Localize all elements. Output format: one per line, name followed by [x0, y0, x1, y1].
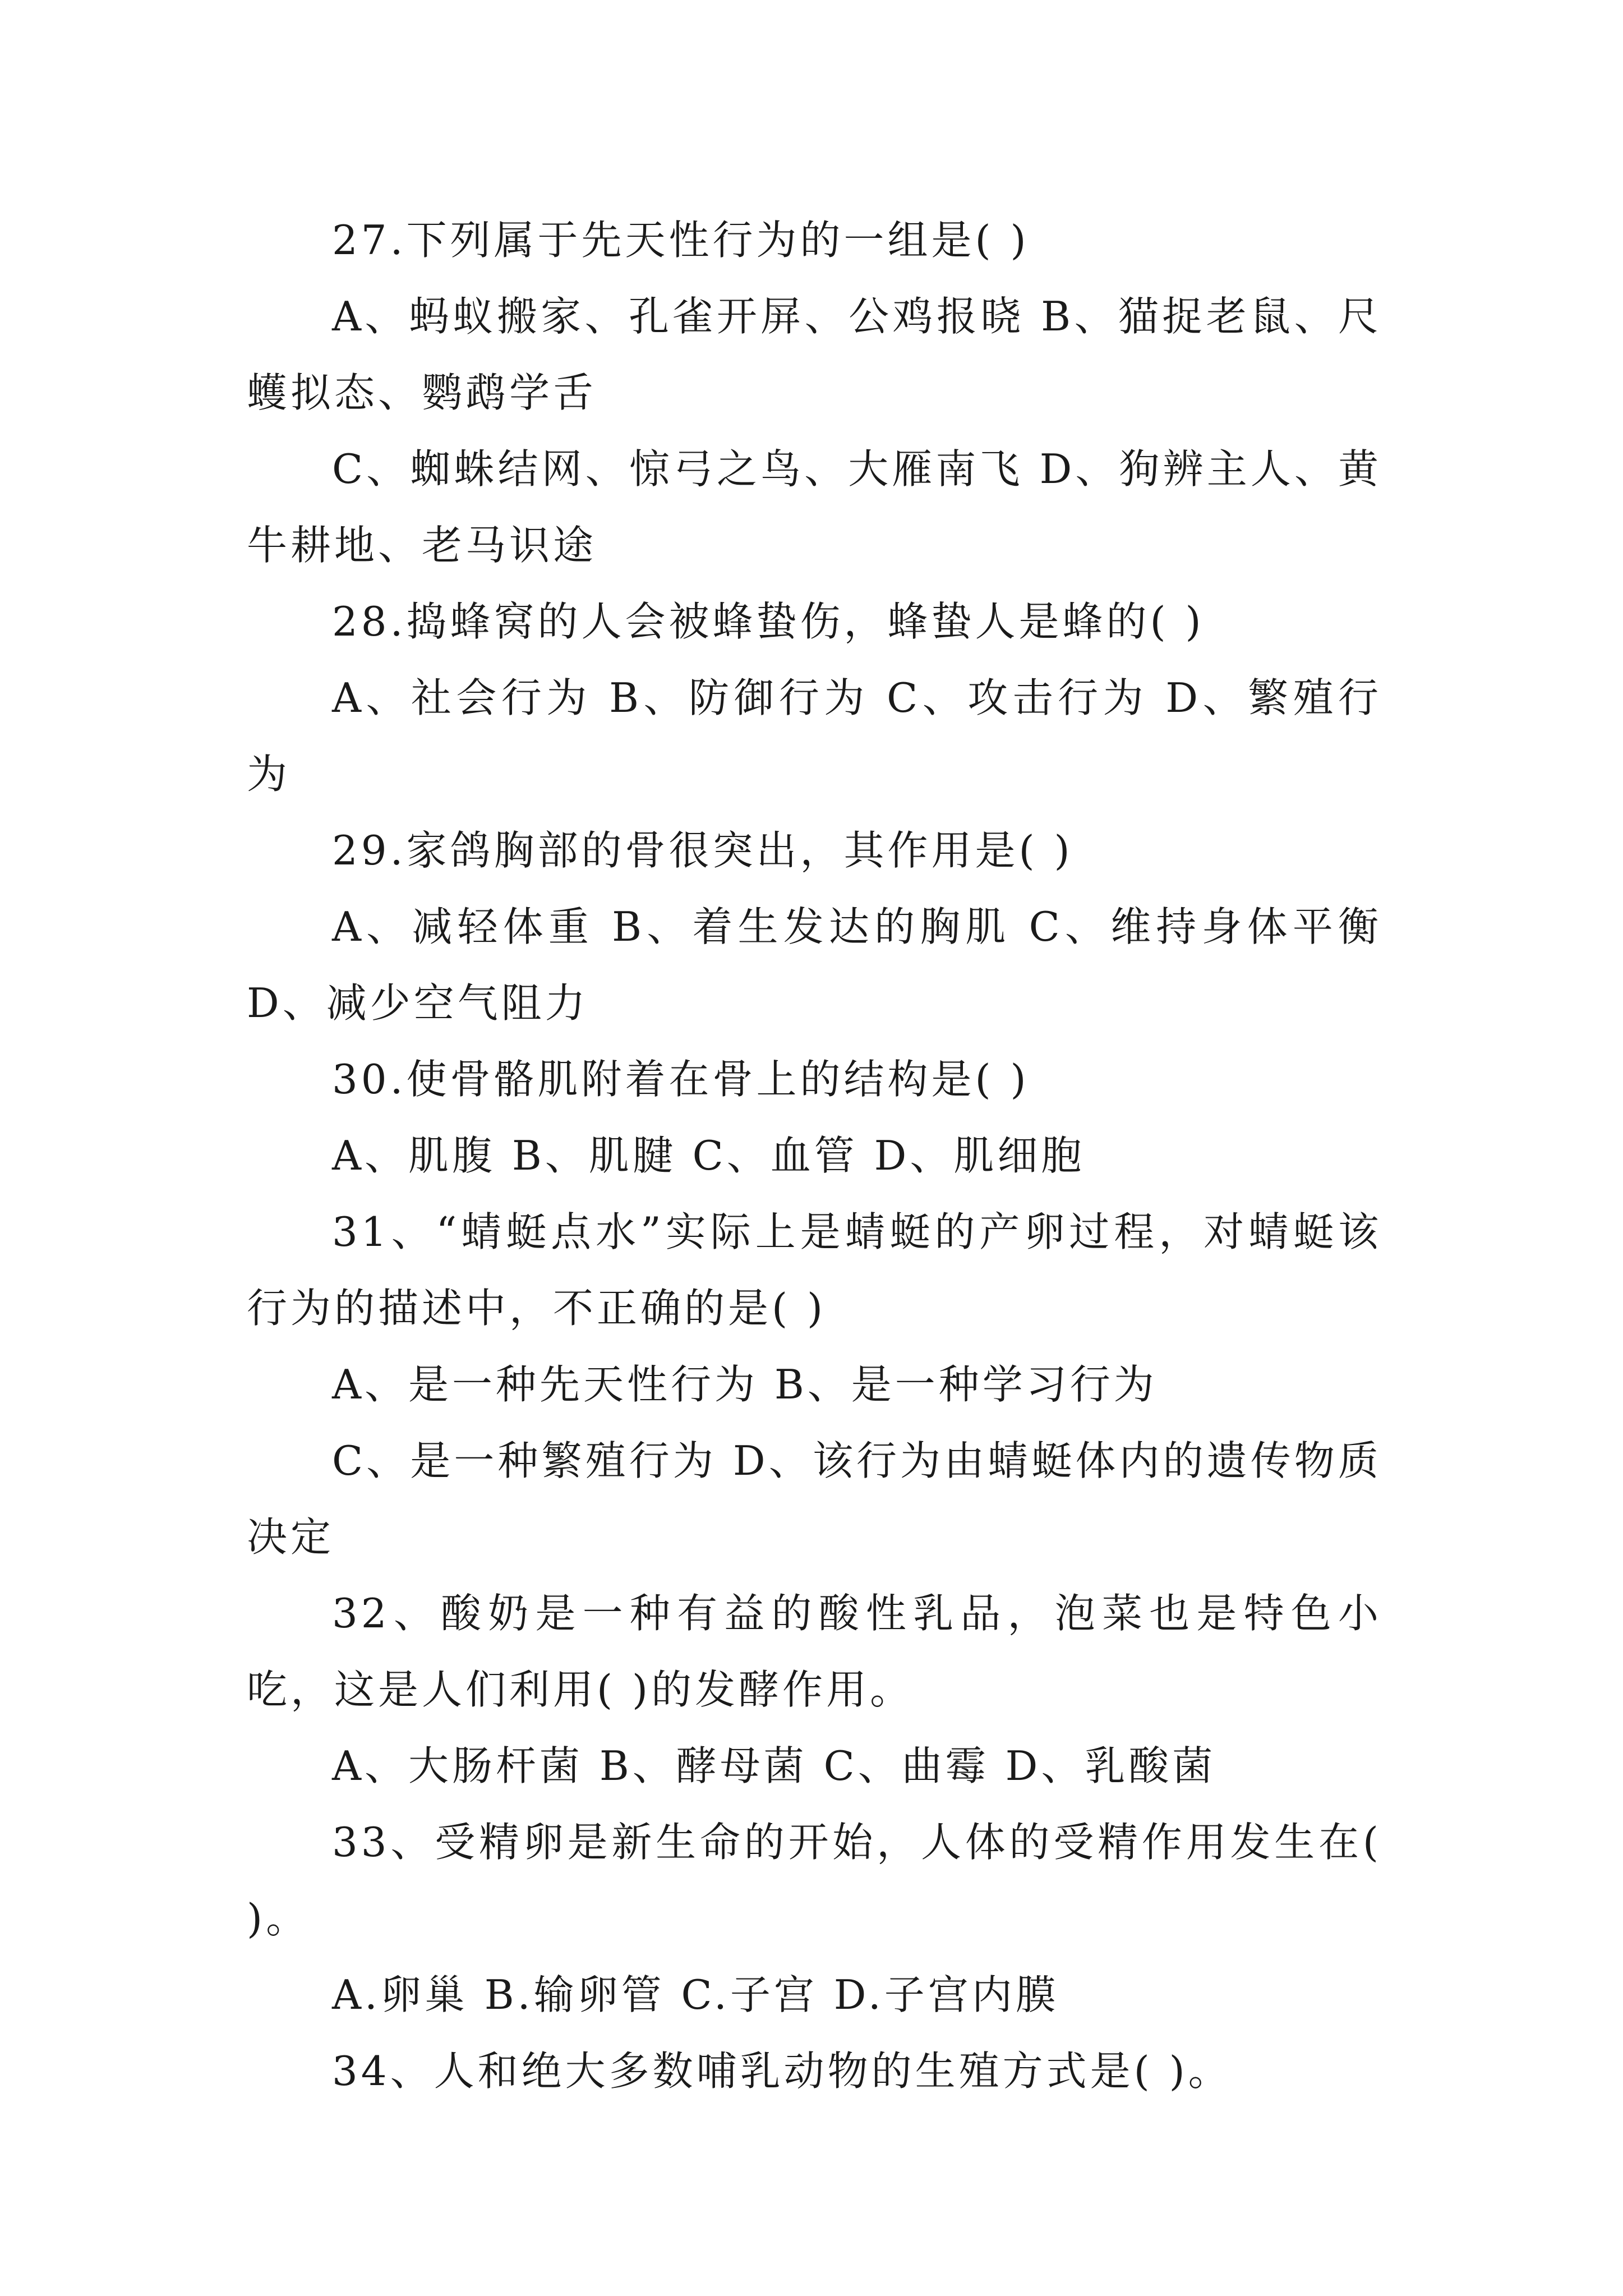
question-32-options: A、大肠杆菌 B、酵母菌 C、曲霉 D、乳酸菌	[332, 1742, 1216, 1789]
question-28: 28.捣蜂窝的人会被蜂蛰伤，蜂蛰人是蜂的( )	[332, 598, 1205, 645]
question-27: 27.下列属于先天性行为的一组是( )	[332, 217, 1030, 264]
question-list	[247, 202, 1382, 2109]
question-28-options: A、社会行为 B、防御行为 C、攻击行为 D、繁殖行为	[247, 674, 1382, 798]
question-31-options-ab: A、是一种先天性行为 B、是一种学习行为	[332, 1361, 1158, 1408]
question-34: 34、人和绝大多数哺乳动物的生殖方式是( )。	[332, 2047, 1232, 2095]
question-33-options: A.卵巢 B.输卵管 C.子宫 D.子宫内膜	[332, 1971, 1059, 2018]
question-31: 31、“蜻蜓点水”实际上是蜻蜓的产卵过程，对蜻蜓该行为的描述中，不正确的是( )	[247, 1208, 1382, 1332]
question-30-options: A、肌腹 B、肌腱 C、血管 D、肌细胞	[332, 1132, 1085, 1179]
question-33: 33、受精卵是新生命的开始，人体的受精作用发生在( )。	[247, 1819, 1382, 1942]
question-30: 30.使骨骼肌附着在骨上的结构是( )	[332, 1056, 1030, 1103]
question-29-options: A、减轻体重 B、着生发达的胸肌 C、维持身体平衡 D、减少空气阻力	[247, 903, 1382, 1027]
question-27-options-ab: A、蚂蚁搬家、孔雀开屏、公鸡报晓 B、猫捉老鼠、尺蠖拟态、鹦鹉学舌	[247, 293, 1382, 416]
question-31-options-cd: C、是一种繁殖行为 D、该行为由蜻蜓体内的遗传物质决定	[247, 1437, 1382, 1561]
question-29: 29.家鸽胸部的骨很突出，其作用是( )	[332, 827, 1073, 874]
question-27-options-cd: C、蜘蛛结网、惊弓之鸟、大雁南飞 D、狗辨主人、黄牛耕地、老马识途	[247, 445, 1382, 569]
question-32: 32、酸奶是一种有益的酸性乳品，泡菜也是特色小吃，这是人们利用( )的发酵作用。	[247, 1590, 1382, 1713]
